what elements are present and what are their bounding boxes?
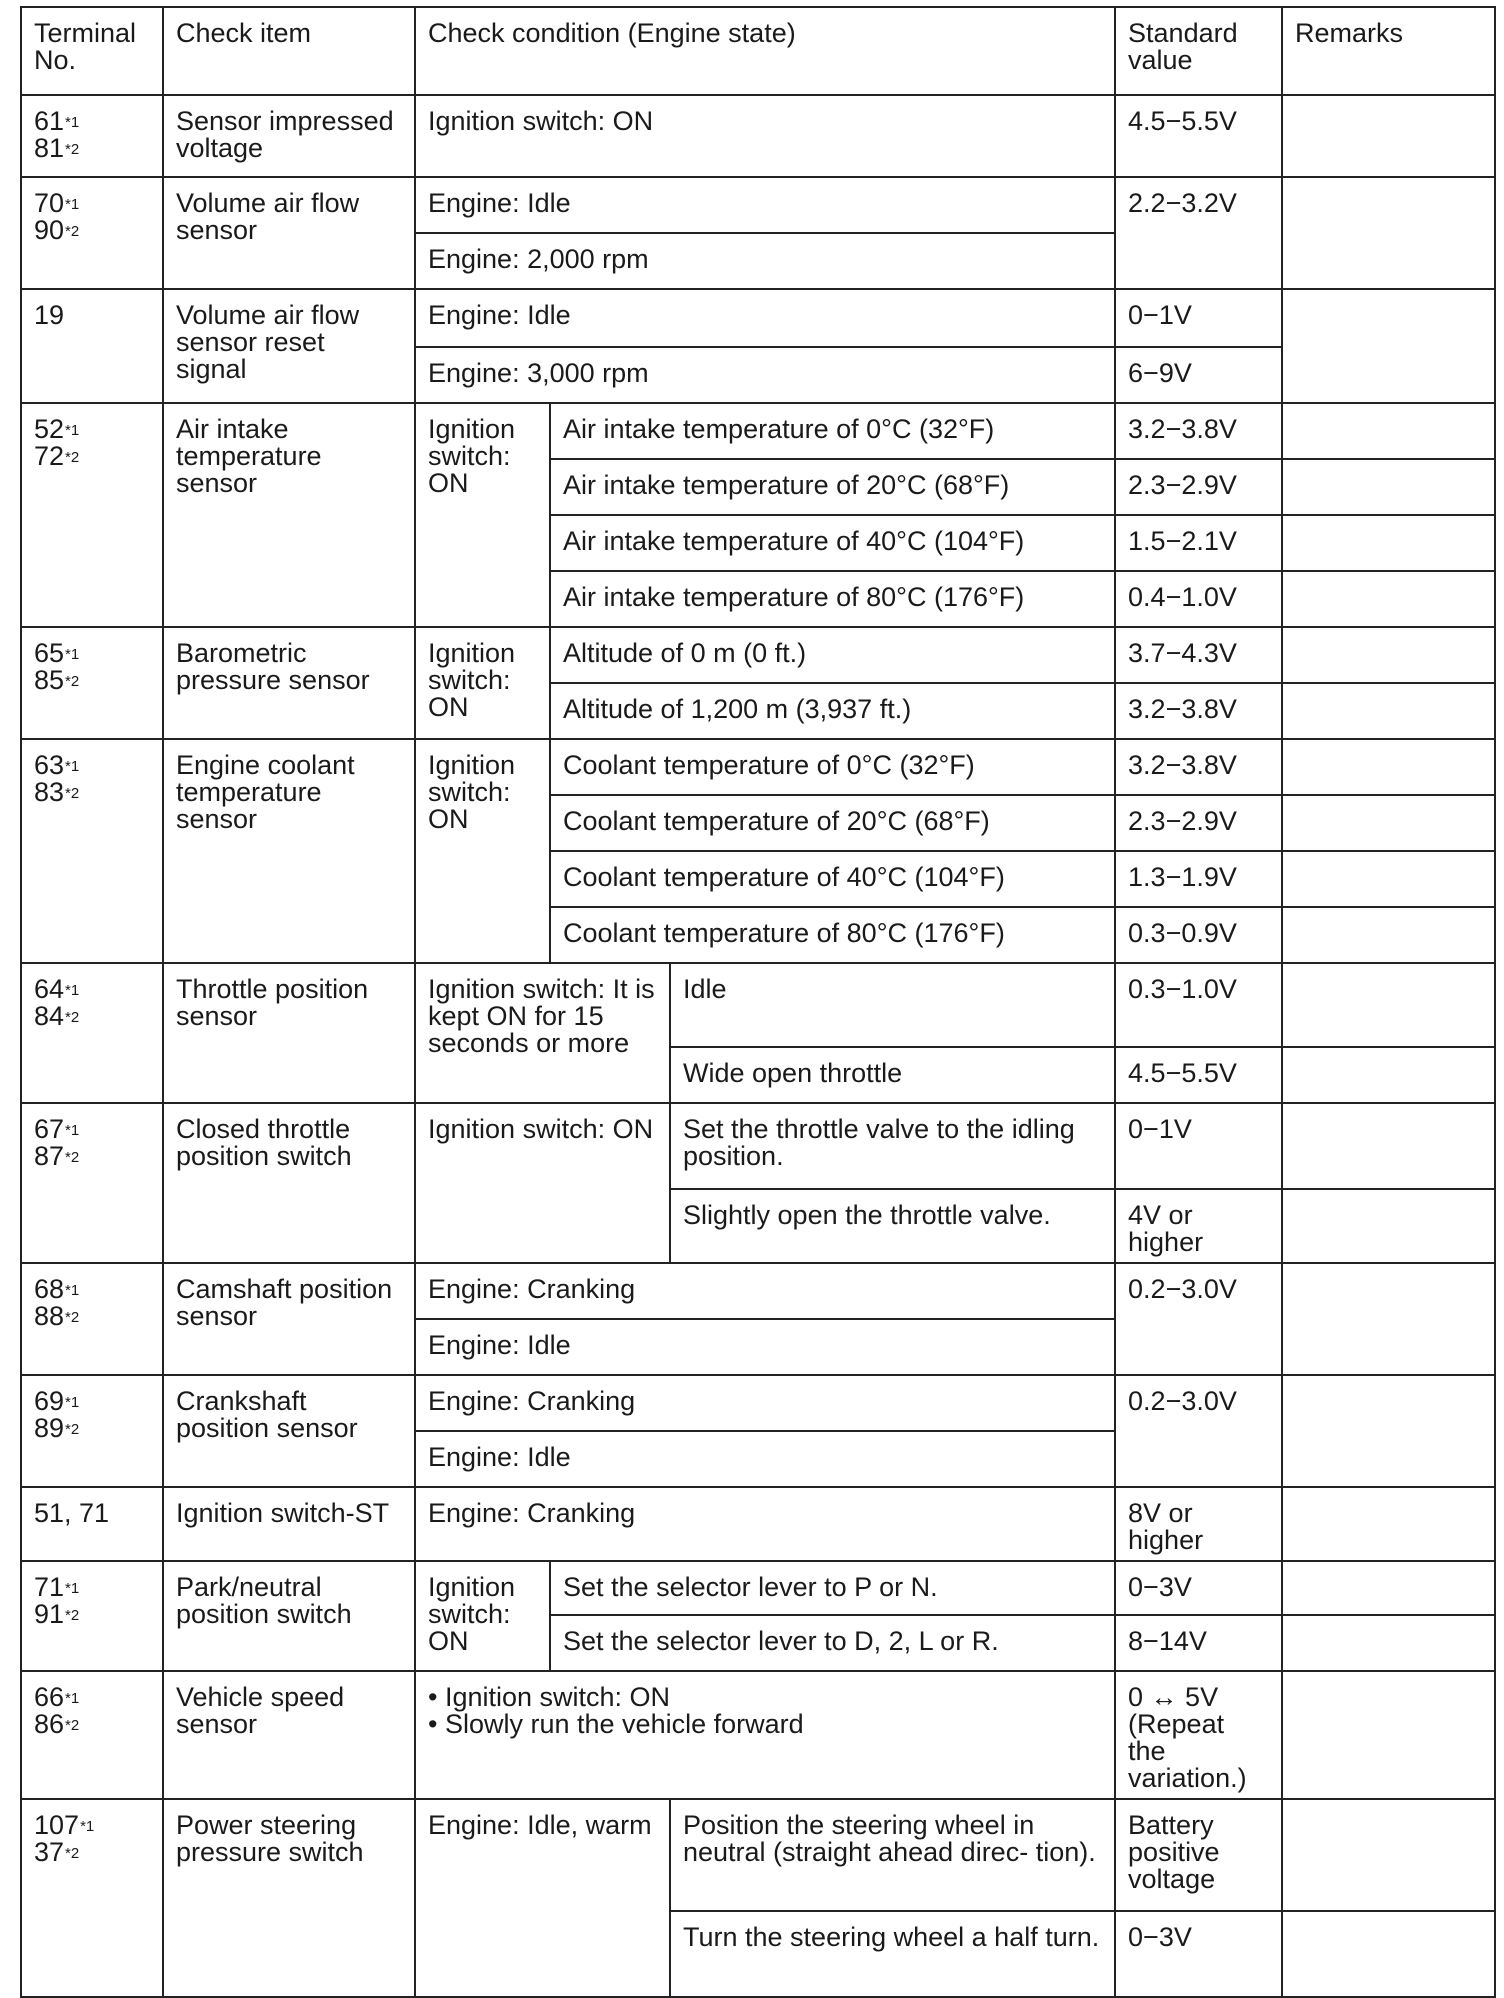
standard-value-cell: 0−1V	[1115, 1103, 1282, 1189]
remarks-cell	[1282, 515, 1495, 571]
standard-value-cell: 6−9V	[1115, 347, 1282, 403]
condition-cell: Engine: Idle	[415, 1431, 1115, 1487]
table-row	[21, 1103, 1495, 1189]
condition-cell: Coolant temperature of 20°C (68°F)	[550, 795, 1115, 851]
standard-value-cell: 1.5−2.1V	[1115, 515, 1282, 571]
standard-value-cell: 0 ↔ 5V (Repeat the variation.)	[1115, 1671, 1282, 1799]
condition-cell: Turn the steering wheel a half turn.	[670, 1911, 1115, 1997]
condition-cell: Altitude of 0 m (0 ft.)	[550, 627, 1115, 683]
condition-cell: Coolant temperature of 80°C (176°F)	[550, 907, 1115, 963]
header-terminal-no: Terminal No.	[21, 7, 163, 95]
check-item-cell: Engine coolant temperature sensor	[163, 739, 415, 963]
condition-group-cell: Ignition switch: ON	[415, 1103, 670, 1263]
standard-value-cell: 3.2−3.8V	[1115, 403, 1282, 459]
check-item-cell: Camshaft position sensor	[163, 1263, 415, 1375]
remarks-cell	[1282, 289, 1495, 403]
condition-group-cell: Ignition switch: It is kept ON for 15 seconds or more	[415, 963, 670, 1103]
table-row	[21, 963, 1495, 1047]
table-row	[21, 1799, 1495, 1911]
header-remarks: Remarks	[1282, 7, 1495, 95]
table-row	[21, 627, 1495, 683]
standard-value-cell: 3.2−3.8V	[1115, 739, 1282, 795]
table-row	[21, 1375, 1495, 1431]
remarks-cell	[1282, 1671, 1495, 1799]
table-row	[21, 1671, 1495, 1799]
standard-value-cell: 0.3−1.0V	[1115, 963, 1282, 1047]
terminal-no-cell: 71$^{*1}$ 91$^{*2}$	[21, 1561, 163, 1671]
standard-value-cell: 2.2−3.2V	[1115, 177, 1282, 289]
condition-cell: Wide open throttle	[670, 1047, 1115, 1103]
terminal-no-cell: 51, 71	[21, 1487, 163, 1561]
condition-cell: Coolant temperature of 0°C (32°F)	[550, 739, 1115, 795]
remarks-cell	[1282, 1103, 1495, 1189]
standard-value-cell: 3.2−3.8V	[1115, 683, 1282, 739]
condition-cell: Set the throttle valve to the idling position.	[670, 1103, 1115, 1189]
condition-cell: Engine: Cranking	[415, 1263, 1115, 1319]
standard-value-cell: 8−14V	[1115, 1615, 1282, 1671]
remarks-cell	[1282, 95, 1495, 177]
condition-cell: Slightly open the throttle valve.	[670, 1189, 1115, 1263]
remarks-cell	[1282, 1799, 1495, 1911]
remarks-cell	[1282, 1561, 1495, 1615]
remarks-cell	[1282, 627, 1495, 683]
condition-cell: Air intake temperature of 40°C (104°F)	[550, 515, 1115, 571]
standard-value-cell: 4V or higher	[1115, 1189, 1282, 1263]
standard-value-cell: 0−3V	[1115, 1561, 1282, 1615]
table-row	[21, 95, 1495, 177]
condition-cell: Engine: Idle	[415, 177, 1115, 233]
condition-cell: Set the selector lever to D, 2, L or R.	[550, 1615, 1115, 1671]
table-row	[21, 289, 1495, 347]
condition-group-cell: Ignition switch: ON	[415, 627, 550, 739]
condition-cell: Engine: 2,000 rpm	[415, 233, 1115, 289]
standard-value-cell: 0.3−0.9V	[1115, 907, 1282, 963]
condition-cell: Engine: 3,000 rpm	[415, 347, 1115, 403]
condition-group-cell: Ignition switch: ON	[415, 1561, 550, 1671]
condition-cell: Engine: Cranking	[415, 1375, 1115, 1431]
remarks-cell	[1282, 1375, 1495, 1487]
table-row	[21, 739, 1495, 795]
check-item-cell: Ignition switch-ST	[163, 1487, 415, 1561]
standard-value-cell: 2.3−2.9V	[1115, 795, 1282, 851]
terminal-no-cell: 67$^{*1}$ 87$^{*2}$	[21, 1103, 163, 1263]
table-row	[21, 1263, 1495, 1319]
standard-value-cell: Battery positive voltage	[1115, 1799, 1282, 1911]
condition-cell: Engine: Cranking	[415, 1487, 1115, 1561]
terminal-check-table	[20, 6, 1496, 1998]
remarks-cell	[1282, 795, 1495, 851]
condition-cell: Air intake temperature of 0°C (32°F)	[550, 403, 1115, 459]
check-item-cell: Barometric pressure sensor	[163, 627, 415, 739]
table-row	[21, 403, 1495, 459]
remarks-cell	[1282, 683, 1495, 739]
remarks-cell	[1282, 403, 1495, 459]
remarks-cell	[1282, 571, 1495, 627]
terminal-no-cell: 68$^{*1}$ 88$^{*2}$	[21, 1263, 163, 1375]
check-item-cell: Volume air flow sensor reset signal	[163, 289, 415, 403]
check-item-cell: Throttle position sensor	[163, 963, 415, 1103]
bullet-line: • Slowly run the vehicle forward	[428, 1709, 804, 1739]
table-row	[21, 1561, 1495, 1615]
remarks-cell	[1282, 1047, 1495, 1103]
table-row	[21, 1487, 1495, 1561]
remarks-cell	[1282, 1189, 1495, 1263]
remarks-cell	[1282, 177, 1495, 289]
condition-cell: Air intake temperature of 80°C (176°F)	[550, 571, 1115, 627]
check-item-cell: Power steering pressure switch	[163, 1799, 415, 1997]
condition-group-cell: Ignition switch: ON	[415, 739, 550, 963]
terminal-no-cell: 64$^{*1}$ 84$^{*2}$	[21, 963, 163, 1103]
check-item-cell: Air intake temperature sensor	[163, 403, 415, 627]
standard-value-cell: 0.4−1.0V	[1115, 571, 1282, 627]
condition-cell: Air intake temperature of 20°C (68°F)	[550, 459, 1115, 515]
condition-cell: Engine: Idle	[415, 1319, 1115, 1375]
standard-value-cell: 2.3−2.9V	[1115, 459, 1282, 515]
standard-value-cell: 0.2−3.0V	[1115, 1375, 1282, 1487]
inspection-table-sheet	[20, 6, 1494, 1952]
standard-value-cell: 0−3V	[1115, 1911, 1282, 1997]
terminal-no-cell: 19	[21, 289, 163, 403]
bullet-line: • Ignition switch: ON	[428, 1682, 671, 1712]
terminal-no-cell: 70$^{*1}$ 90$^{*2}$	[21, 177, 163, 289]
terminal-no-cell: 63$^{*1}$ 83$^{*2}$	[21, 739, 163, 963]
terminal-no-cell: 61$^{*1}$ 81$^{*2}$	[21, 95, 163, 177]
remarks-cell	[1282, 1615, 1495, 1671]
header-check-item: Check item	[163, 7, 415, 95]
check-item-cell: Volume air flow sensor	[163, 177, 415, 289]
standard-value-cell: 8V or higher	[1115, 1487, 1282, 1561]
table-row	[21, 177, 1495, 233]
condition-cell: Position the steering wheel in neutral (straight ahead direc- tion).	[670, 1799, 1115, 1911]
remarks-cell	[1282, 907, 1495, 963]
header-row	[21, 7, 1495, 95]
header-check-condition: Check condition (Engine state)	[415, 7, 1115, 95]
remarks-cell	[1282, 1487, 1495, 1561]
standard-value-cell: 0.2−3.0V	[1115, 1263, 1282, 1375]
standard-value-cell: 0−1V	[1115, 289, 1282, 347]
terminal-no-cell: 107$^{*1}$ 37$^{*2}$	[21, 1799, 163, 1997]
check-item-cell: Park/neutral position switch	[163, 1561, 415, 1671]
condition-cell: Set the selector lever to P or N.	[550, 1561, 1115, 1615]
condition-cell: Ignition switch: ON	[415, 95, 1115, 177]
terminal-no-cell: 65$^{*1}$ 85$^{*2}$	[21, 627, 163, 739]
check-item-cell: Crankshaft position sensor	[163, 1375, 415, 1487]
remarks-cell	[1282, 459, 1495, 515]
condition-cell: Altitude of 1,200 m (3,937 ft.)	[550, 683, 1115, 739]
check-item-cell: Vehicle speed sensor	[163, 1671, 415, 1799]
condition-cell: Coolant temperature of 40°C (104°F)	[550, 851, 1115, 907]
header-standard-value: Standard value	[1115, 7, 1282, 95]
condition-cell: Engine: Idle	[415, 289, 1115, 347]
remarks-cell	[1282, 963, 1495, 1047]
standard-value-cell: 4.5−5.5V	[1115, 95, 1282, 177]
condition-group-cell: Engine: Idle, warm	[415, 1799, 670, 1997]
check-item-cell: Sensor impressed voltage	[163, 95, 415, 177]
remarks-cell	[1282, 851, 1495, 907]
standard-value-cell: 4.5−5.5V	[1115, 1047, 1282, 1103]
condition-cell: Idle	[670, 963, 1115, 1047]
remarks-cell	[1282, 1263, 1495, 1375]
terminal-no-cell: 52$^{*1}$ 72$^{*2}$	[21, 403, 163, 627]
condition-cell	[415, 1671, 1115, 1799]
remarks-cell	[1282, 739, 1495, 795]
condition-group-cell: Ignition switch: ON	[415, 403, 550, 627]
standard-value-cell: 1.3−1.9V	[1115, 851, 1282, 907]
standard-value-cell: 3.7−4.3V	[1115, 627, 1282, 683]
check-item-cell: Closed throttle position switch	[163, 1103, 415, 1263]
terminal-no-cell: 69$^{*1}$ 89$^{*2}$	[21, 1375, 163, 1487]
terminal-no-cell: 66$^{*1}$ 86$^{*2}$	[21, 1671, 163, 1799]
